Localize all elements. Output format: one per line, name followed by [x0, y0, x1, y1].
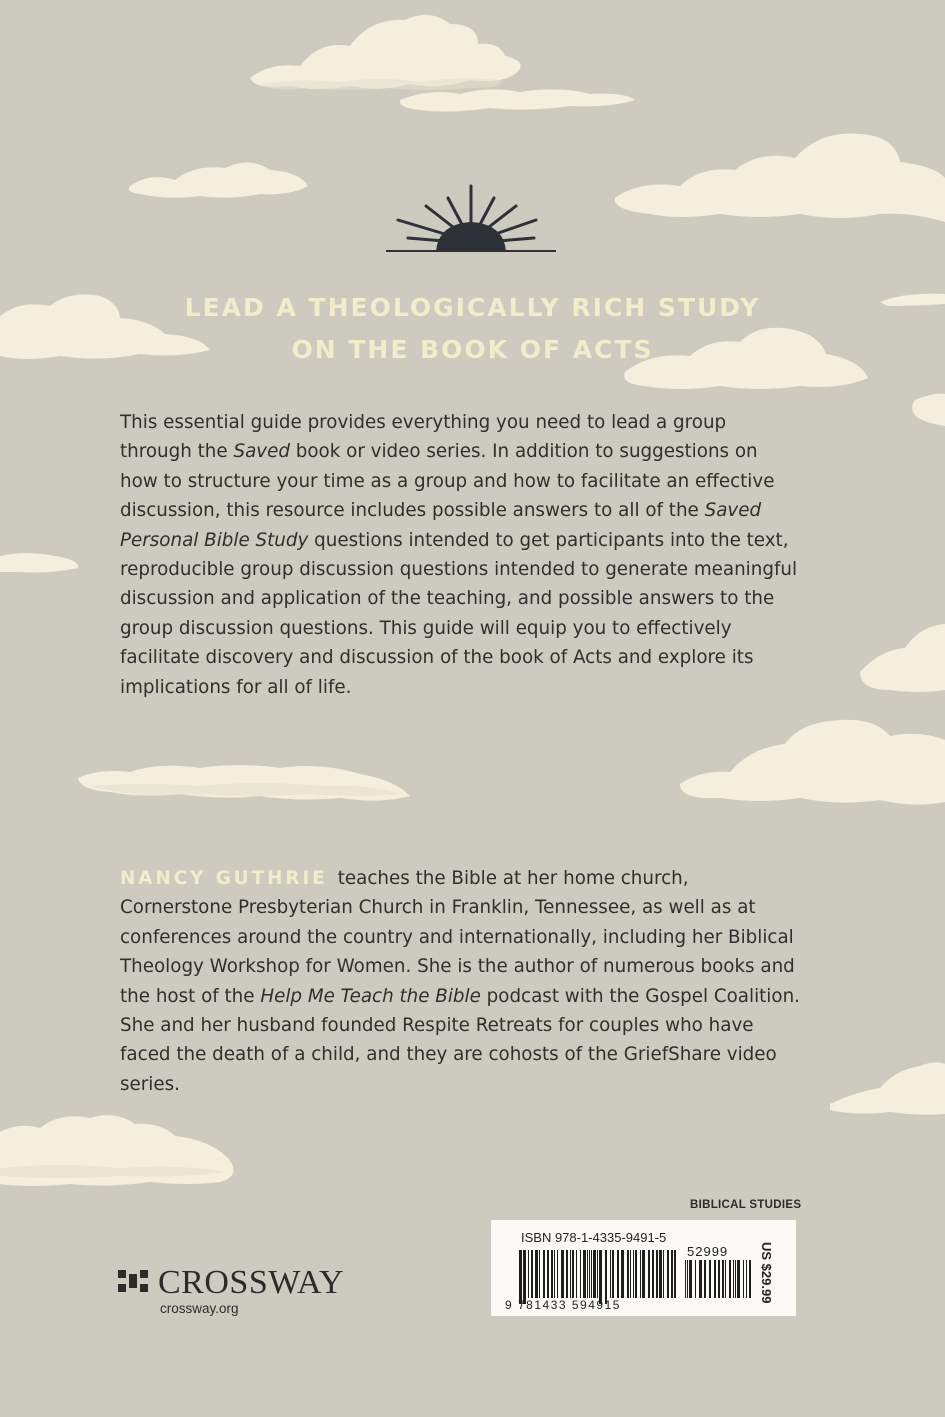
- barcode-bar: [663, 1250, 664, 1298]
- ean-barcode: [519, 1250, 679, 1304]
- barcode-bar: [630, 1250, 631, 1298]
- barcode-bar: [547, 1250, 549, 1298]
- headline-line-1: LEAD A THEOLOGICALLY RICH STUDY: [184, 293, 761, 322]
- barcode-bar: [605, 1250, 607, 1304]
- barcode-bar: [591, 1250, 592, 1298]
- barcode-bar: [642, 1250, 645, 1298]
- barcode-bar: [570, 1250, 571, 1298]
- barcode-bar: [674, 1250, 676, 1298]
- rising-sun-icon: [386, 180, 556, 260]
- description-text: This essential guide provides everything you need to lead a group through the: [120, 412, 727, 463]
- barcode-bar: [709, 1260, 711, 1298]
- bio-italic-podcast: Help Me Teach the Bible: [260, 985, 481, 1007]
- barcode-bar: [621, 1250, 624, 1298]
- category-label: BIBLICAL STUDIES: [690, 1199, 802, 1211]
- barcode-panel: [491, 1220, 796, 1316]
- barcode-bar: [733, 1260, 734, 1298]
- barcode-bar: [749, 1260, 751, 1298]
- barcode-bar: [593, 1250, 596, 1298]
- description-italic-study-title: Saved Personal Bible Study: [120, 500, 762, 551]
- publisher-url: crossway.org: [160, 1301, 239, 1316]
- barcode-bar: [528, 1250, 529, 1298]
- description-text: book or video series. In addition to suggestions on how to structure your time as a group and how to facilitate an effective discussion, this resource includes possible answers to all of the: [120, 441, 775, 522]
- crossway-cross-mark-icon: [118, 1270, 148, 1294]
- barcode-bar: [725, 1260, 726, 1298]
- bio-text: teaches the Bible at her home church, Cornerstone Presbyterian Church in Franklin, Tennessee, as well as at conferences around the country and internationally, including her Biblical Theology Workshop for Women. She is the author of numerous books and the host of the: [120, 868, 795, 1007]
- barcode-bar: [685, 1260, 686, 1298]
- price-addon-barcode: [685, 1260, 755, 1304]
- barcode-bar: [597, 1250, 598, 1298]
- barcode-bar: [652, 1250, 654, 1298]
- price-code: 52999: [687, 1244, 729, 1259]
- barcode-bar: [659, 1250, 662, 1298]
- barcode-bar: [695, 1260, 696, 1298]
- bio-text: podcast with the Gospel Coalition. She and her husband founded Respite Retreats for couples who have faced the death of a child, and they are cohosts of the GriefShare video series.: [120, 985, 800, 1095]
- barcode-bar: [704, 1260, 706, 1298]
- barcode-bar: [561, 1250, 564, 1298]
- barcode-bar: [557, 1250, 558, 1298]
- barcode-bar: [610, 1250, 611, 1298]
- barcode-bar: [699, 1260, 702, 1298]
- barcode-bar: [722, 1260, 724, 1298]
- isbn-number: ISBN 978-1-4335-9491-5: [521, 1230, 667, 1245]
- barcode-bar: [718, 1260, 720, 1298]
- barcode-bar: [523, 1250, 526, 1304]
- barcode-bar: [640, 1250, 641, 1298]
- barcode-bar: [612, 1250, 614, 1298]
- barcode-bar: [589, 1250, 590, 1298]
- barcode-bar: [635, 1250, 637, 1298]
- barcode-bar: [572, 1250, 574, 1298]
- barcode-bar: [617, 1250, 619, 1298]
- price-text: US $29.99: [759, 1242, 774, 1304]
- barcode-bar: [687, 1260, 688, 1298]
- barcode-bar: [627, 1250, 629, 1298]
- barcode-bar: [633, 1250, 634, 1298]
- book-description: [120, 408, 800, 702]
- barcode-bar: [648, 1250, 650, 1298]
- barcode-bar: [535, 1250, 538, 1298]
- barcode-bar: [543, 1250, 545, 1298]
- barcode-bar: [580, 1250, 581, 1298]
- barcode-bar: [531, 1250, 533, 1298]
- barcode-bar: [671, 1250, 673, 1298]
- barcode-bar: [519, 1250, 522, 1304]
- description-text: questions intended to get participants into the text, reproducible group discussion questions intended to generate meaningful discussion and application of the teaching, and possible answers to the group discussion questions. This guide will equip you to effectively facilitate discovery and discussion of the book of Acts and explore its implications for all of life.: [120, 529, 798, 698]
- ean-digits: 9 781433 594915: [505, 1298, 621, 1312]
- barcode-bar: [667, 1250, 669, 1298]
- price-label: [758, 1240, 778, 1310]
- barcode-bar: [576, 1250, 577, 1298]
- barcode-bar: [583, 1250, 586, 1298]
- barcode-bar: [737, 1260, 740, 1298]
- barcode-bar: [729, 1260, 731, 1298]
- barcode-bar: [539, 1250, 540, 1298]
- barcode-bar: [656, 1250, 658, 1298]
- barcode-bar: [551, 1250, 553, 1298]
- headline-line-2: ON THE BOOK OF ACTS: [291, 335, 654, 364]
- barcode-bar: [554, 1250, 555, 1298]
- barcode-bar: [746, 1260, 747, 1298]
- description-italic-title: Saved: [233, 441, 290, 463]
- barcode-bar: [566, 1250, 568, 1298]
- barcode-bar: [587, 1250, 588, 1298]
- author-bio: [120, 864, 800, 1099]
- barcode-bar: [689, 1260, 692, 1298]
- barcode-bar: [743, 1260, 744, 1298]
- author-name: NANCY GUTHRIE: [120, 868, 328, 889]
- barcode-bar: [735, 1260, 736, 1298]
- barcode-bar: [599, 1250, 602, 1304]
- publisher-name: CROSSWAY: [158, 1264, 345, 1301]
- barcode-bar: [714, 1260, 716, 1298]
